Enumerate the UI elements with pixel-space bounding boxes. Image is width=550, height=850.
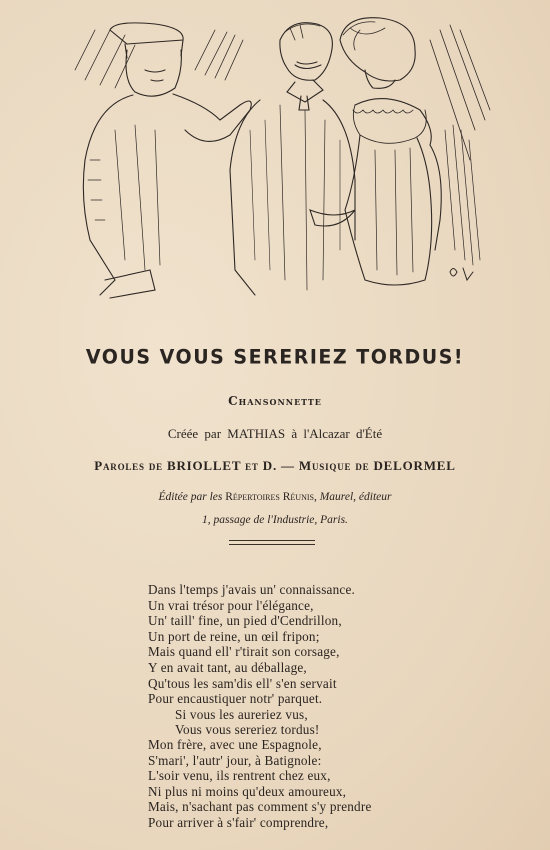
verse-line: Y en avait tant, au déballage, [148,659,307,675]
verse-line: Pour encaustiquer notr' parquet. [148,691,323,707]
verse-line: S'mari', l'autr' jour, à Batignole: [148,752,322,768]
verse-line: Mais quand ell' r'tirait son corsage, [148,644,340,660]
publisher-name: Répertoires Réunis, [225,491,317,503]
song-title: VOUS VOUS SERERIEZ TORDUS! [85,345,465,369]
verse-line: Mais, n'sachant pas comment s'y prendre [148,799,372,815]
verse-line: Un port de reine, un œil fripon; [148,628,320,644]
verse-line: Qu'tous les sam'dis ell' s'en servait [148,675,337,691]
verse-line: L'soir venu, ils rentrent chez eux, [148,768,331,784]
verse-line: Un vrai trésor pour l'élégance, [148,597,314,613]
refrain-line: Si vous les aureriez vus, [175,706,308,722]
publisher-prefix: Éditée par les [158,491,223,503]
verse-line: Dans l'temps j'avais un' connaissance. [148,582,355,597]
song-subtitle: Chansonnette [228,394,322,408]
illustration [55,10,495,305]
creation-credit: Créée par MATHIAS à l'Alcazar d'Été [167,426,383,441]
verse-line: Mon frère, avec une Espagnole, [148,737,322,752]
refrain-line: Vous vous sereriez tordus! [175,722,320,738]
stanza-2 [148,737,372,831]
verse-line: Un' taill' fine, un pied d'Cendrillon, [148,613,342,629]
verse-line: Ni plus ni moins qu'deux amoureux, [148,783,347,799]
lyrics-music-credits: Paroles de BRIOLLET et D. — Musique de DELORMEL [94,458,456,473]
publisher-line [0,491,550,503]
publisher-address: 1, passage de l'Industrie, Paris. [202,514,348,526]
decorative-rule [229,540,315,545]
stanza-1 [148,582,355,738]
engraving-image [55,10,495,305]
publisher-editor: Maurel, éditeur [319,491,392,503]
verse-line: Pour arriver à s'fair' comprendre, [148,814,329,830]
